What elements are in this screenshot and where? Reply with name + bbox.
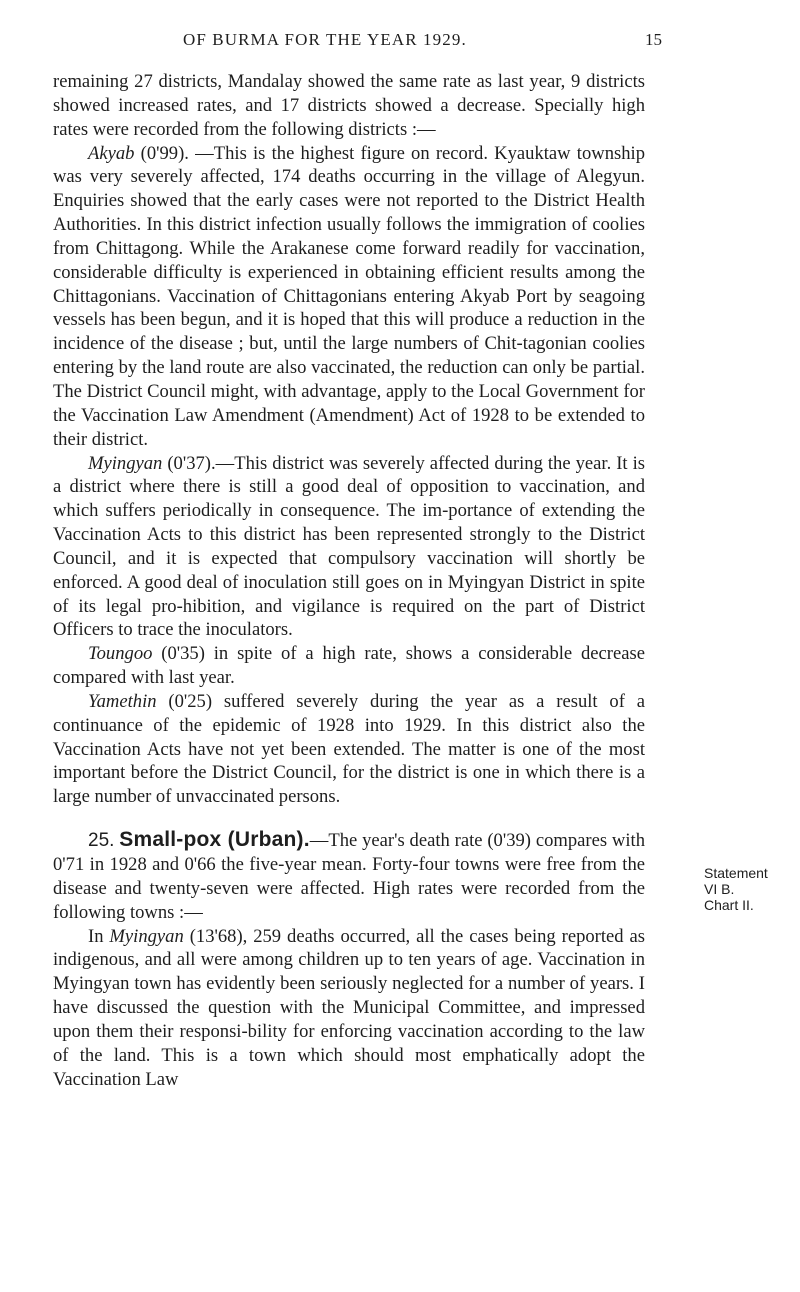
district-name-akyab: Akyab bbox=[88, 142, 135, 164]
section-number: 25. bbox=[88, 830, 115, 852]
district-name-toungoo: Toungoo bbox=[88, 643, 153, 665]
paragraph-myingyan: Myingyan (0'37).—This district was severely affected during the year. It is a district where there is still a good deal of opposition to vaccination, and which suffers periodically in consequence. The im-portance of extending the Vaccination Acts to this district has been represented strongly to the District Council, and it is expected that compulsory vaccination will shortly be enforced. A good deal of inoculation still goes on in Myingyan District in spite of its legal pro-hibition, and vigilance is required on the part of District Officers to trace the inoculators. bbox=[53, 452, 645, 641]
page-number: 15 bbox=[645, 30, 662, 49]
paragraph-districts-summary: remaining 27 districts, Mandalay showed the same rate as last year, 9 districts showed increased rates, and 17 districts showed a decrease. Specially high rates were recorded from the following districts :— bbox=[53, 71, 645, 140]
body-text bbox=[53, 70, 645, 1091]
margin-note-line-3: Chart II. bbox=[704, 897, 754, 913]
margin-note-line-1: Statement bbox=[704, 865, 768, 881]
running-header bbox=[0, 30, 800, 54]
paragraph-toungoo: Toungoo (0'35) in spite of a high rate, shows a considerable decrease compared with last year. bbox=[53, 643, 645, 689]
section-25-smallpox-urban: 25. Small-pox (Urban).—The year's death rate (0'39) compares with 0'71 in 1928 and 0'66 the five-year mean. Forty-four towns were free from the disease and twenty-seven were affected. High rates were recorded from the following towns :— bbox=[53, 828, 645, 923]
paragraph-akyab: Akyab (0'99). —This is the highest figure on record. Kyauktaw township was very severely affected, 174 deaths occurring in the village of Alegyun. Enquiries showed that the early cases were not reported to the District Health Authorities. In this district infection usually follows the immigration of coolies from Chittagong. While the Arakanese come forward readily for vaccination, considerable difficulty is experienced in obtaining efficient results among the Chittagonians. Vaccination of Chittagonians entering Akyab Port by seagoing vessels has been begun, and it is hoped that this will produce a reduction in the incidence of the disease ; but, until the large numbers of Chit-tagonian coolies entering by the land route are also vaccinated, the reduction can only be partial. The District Council might, with advantage, apply to the Local Government for the Vaccination Law Amendment (Amendment) Act of 1928 to be extended to their district. bbox=[53, 142, 645, 450]
section-title: Small-pox (Urban). bbox=[119, 828, 310, 852]
running-title: OF BURMA FOR THE YEAR 1929. bbox=[183, 30, 467, 49]
district-name-myingyan: Myingyan bbox=[88, 452, 163, 474]
town-name-myingyan: Myingyan bbox=[109, 925, 184, 947]
paragraph-myingyan-town: In Myingyan (13'68), 259 deaths occurred, all the cases being reported as indigenous, and all were among children up to ten years of age. Vaccination in Myingyan town has evidently been seriously neglected for a number of years. I have discussed the question with the Municipal Committee, and impressed upon them their responsi-bility for enforcing vaccination according to the law of the land. This is a town which should most emphatically adopt the Vaccination Law bbox=[53, 925, 645, 1090]
margin-note bbox=[704, 865, 800, 913]
paragraph-yamethin: Yamethin (0'25) suffered severely during the year as a result of a continuance of the epidemic of 1928 into 1929. In this district also the Vaccination Acts have not yet been extended. The matter is one of the most important before the District Council, for the district is one in which there is a large number of unvaccinated persons. bbox=[53, 690, 645, 808]
margin-note-line-2: VI B. bbox=[704, 881, 735, 897]
district-name-yamethin: Yamethin bbox=[88, 690, 157, 712]
